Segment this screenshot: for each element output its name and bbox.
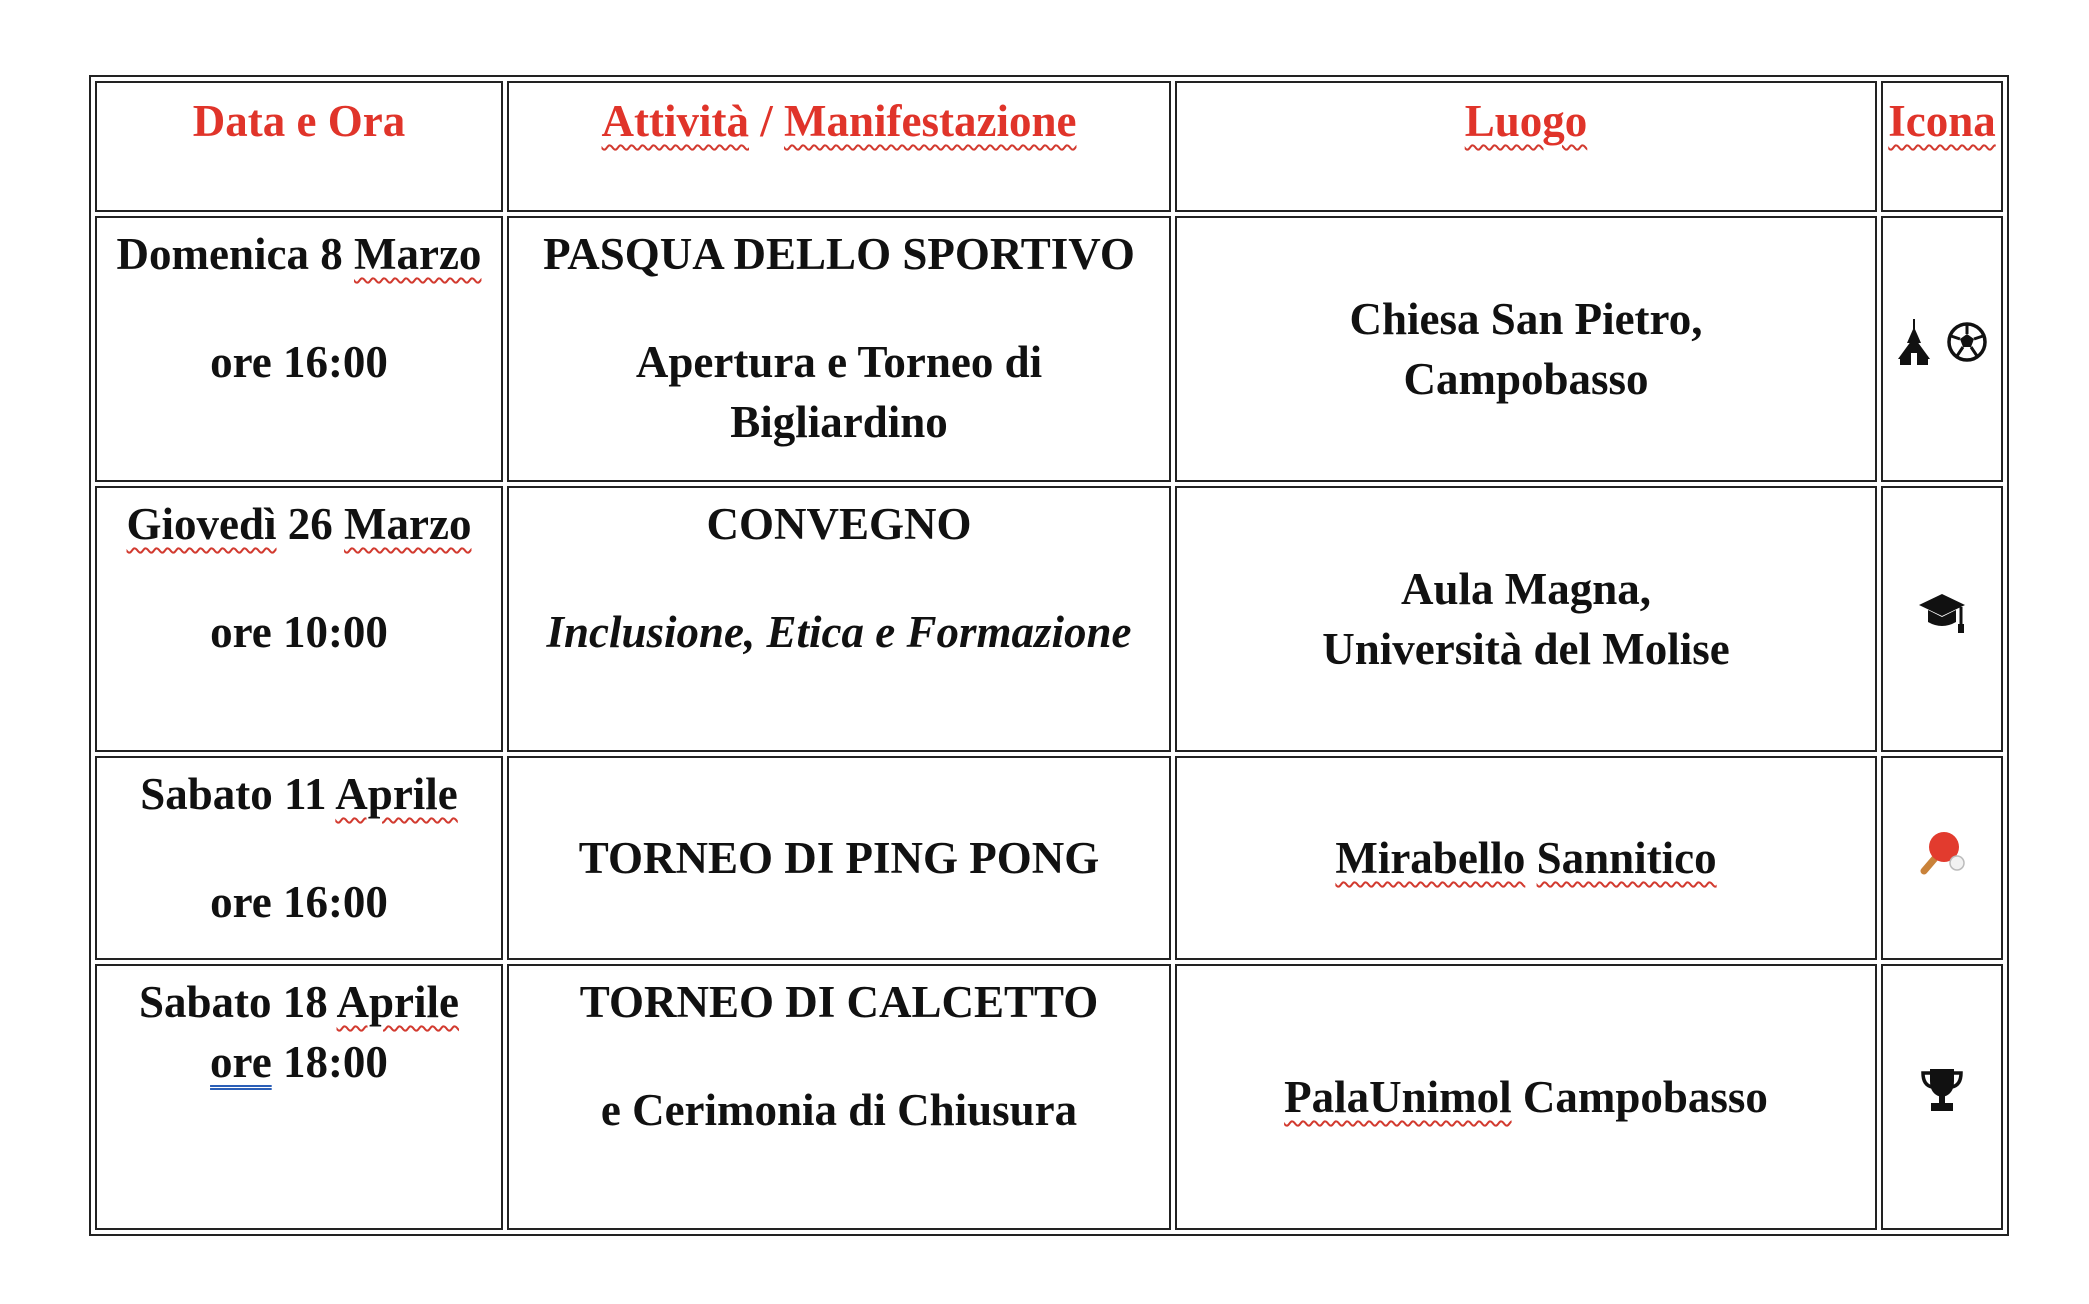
time-text: ore 16:00 [210, 337, 388, 387]
cell-date [95, 216, 503, 482]
place-word-1: Mirabello [1335, 833, 1526, 883]
activity-title: CONVEGNO [706, 499, 972, 549]
time-text: ore 16:00 [210, 877, 388, 927]
soccer-ball-icon [1946, 321, 1988, 363]
place-line-1 [1181, 828, 1871, 888]
time-text [101, 1032, 497, 1092]
cell-place [1175, 756, 1877, 960]
church-icon [1896, 319, 1932, 365]
date-day: Domenica 8 [116, 229, 355, 279]
header-place [1175, 81, 1877, 212]
place-line-1: Aula Magna, [1400, 564, 1652, 614]
date-number: 26 [276, 499, 345, 549]
cell-activity [507, 756, 1171, 960]
cell-place [1175, 964, 1877, 1230]
place-line-2: Campobasso [1403, 354, 1649, 404]
cell-activity [507, 216, 1171, 482]
header-activity-part2: Manifestazione [784, 96, 1077, 146]
date-month: Aprile [335, 769, 458, 819]
place-line-1: Chiesa San Pietro, [1349, 294, 1703, 344]
cell-date [95, 756, 503, 960]
activity-subtitle: e Cerimonia di Chiusura [600, 1085, 1078, 1135]
date-text [101, 764, 497, 824]
activity-title: PASQUA DELLO SPORTIVO [543, 229, 1135, 279]
cell-activity [507, 486, 1171, 752]
cell-place [1175, 486, 1877, 752]
place-line-1 [1181, 1067, 1871, 1127]
header-place-label: Luogo [1464, 96, 1588, 146]
table-row [95, 216, 2003, 482]
header-icon-label: Icona [1888, 96, 1996, 146]
date-month: Marzo [344, 499, 472, 549]
table-row [95, 964, 2003, 1230]
place-word-2: Sannitico [1536, 833, 1717, 883]
time-text: ore 10:00 [210, 607, 388, 657]
date-day: Giovedì [126, 499, 277, 549]
trophy-icon [1921, 1067, 1963, 1113]
activity-subtitle-2: Bigliardino [730, 397, 948, 447]
place-word-1: PalaUnimol [1284, 1072, 1512, 1122]
activity-subtitle: Apertura e Torneo di [635, 337, 1043, 387]
cell-date [95, 486, 503, 752]
date-month: Marzo [354, 229, 482, 279]
table-row [95, 486, 2003, 752]
place-rest: Campobasso [1511, 1072, 1768, 1122]
header-activity-sep: / [749, 96, 785, 146]
graduation-cap-icon [1918, 592, 1966, 634]
time-word: ore [210, 1037, 272, 1087]
cell-icon [1881, 756, 2003, 960]
place-line-2: Università del Molise [1322, 624, 1730, 674]
date-text [101, 224, 497, 284]
cell-icon [1881, 964, 2003, 1230]
date-month: Aprile [336, 977, 460, 1027]
header-date-label: Data e Ora [192, 96, 406, 146]
date-day: Sabato 18 [138, 977, 337, 1027]
time-value: 18:00 [271, 1037, 388, 1087]
activity-title: TORNEO DI CALCETTO [579, 977, 1099, 1027]
activity-subtitle: Inclusione, Etica e Formazione [546, 607, 1132, 657]
header-date [95, 81, 503, 212]
date-text [101, 972, 497, 1032]
cell-activity [507, 964, 1171, 1230]
cell-place [1175, 216, 1877, 482]
cell-icon [1881, 486, 2003, 752]
date-text [101, 494, 497, 554]
table-row [95, 756, 2003, 960]
ping-pong-icon [1918, 827, 1966, 875]
header-row [95, 81, 2003, 212]
header-icon [1881, 81, 2003, 212]
activity-title: TORNEO DI PING PONG [578, 833, 1100, 883]
date-day: Sabato 11 [140, 769, 336, 819]
header-activity [507, 81, 1171, 212]
cell-icon [1881, 216, 2003, 482]
events-table [89, 75, 2009, 1236]
header-activity-part1: Attività [601, 96, 749, 146]
cell-date [95, 964, 503, 1230]
